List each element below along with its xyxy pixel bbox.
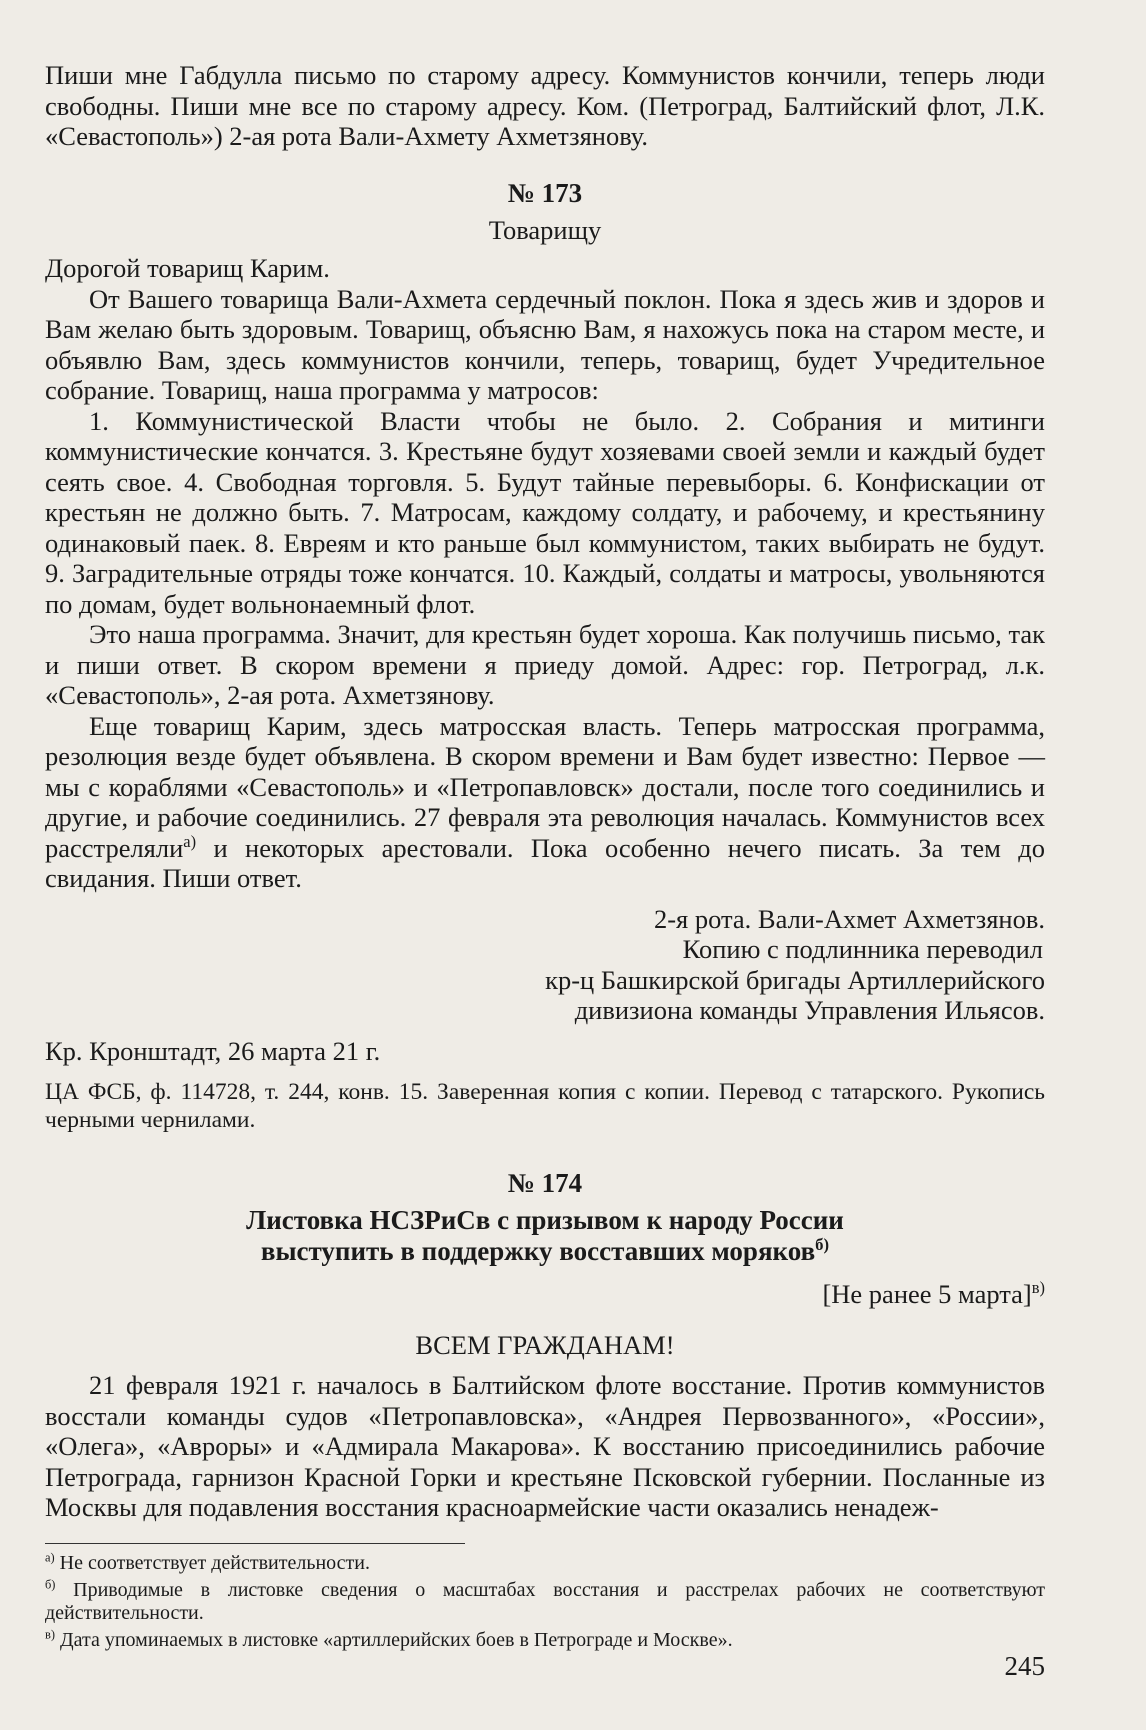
footnote-a [45, 1549, 1045, 1575]
document-title-174-line2-text: выступить в поддержку восставших моряков [260, 1236, 816, 1266]
paragraph-173-4-part2: и некоторых арестовали. Пока особенно нечего писать. За тем до свидания. Пиши ответ. [45, 832, 1045, 893]
footnote-a-mark: а) [45, 1549, 55, 1564]
paragraph-173-2: 1. Коммунистической Власти чтобы не было. 2. Собрания и митинги коммунистические кончатся. 3. Крестьяне будут хозяевами своей земли и каждый будет сеять свое. 4. Свободная торговля. 5. Будут тайные перевыборы. 6. Конфискации от крестьян не должно быть. 7. Матросам, каждому солдату, и рабочему, и крестьянину одинаковый паек. 8. Евреям и кто раньше был коммунистом, таких выбирать не будут. 9. Заградительные отряды тоже кончатся. 10. Каждый, солдаты и матросы, увольняются по домам, будет вольнонаемный флот. [45, 405, 1045, 619]
footnote-a-text: Не соответствует действительности. [59, 1551, 370, 1574]
signature-line-4: дивизиона команды Управления Ильясов. [574, 995, 1045, 1025]
footnote-ref-b: б) [815, 1235, 830, 1254]
footnote-c [45, 1626, 1045, 1652]
footnote-divider [45, 1543, 465, 1544]
signature-line-1: 2-я рота. Вали-Ахмет Ахметзянов. [653, 903, 1045, 934]
document-date-174-text: [Не ранее 5 марта] [822, 1279, 1032, 1309]
place-date: Кр. Кронштадт, 26 марта 21 г. [45, 1035, 381, 1066]
footnote-b [45, 1576, 1046, 1625]
page-number: 245 [1004, 1651, 1045, 1681]
footnote-c-mark: в) [45, 1626, 55, 1641]
paragraph-173-1: От Вашего товарища Вали-Ахмета сердечный поклон. Пока я здесь жив и здоров и Вам желаю быть здоровым. Товарищ, объясню Вам, я нахожусь пока на старом месте, и объявлю Вам, здесь коммунистов кончили, теперь, товарищ, будет Учредительное собрание. Товарищ, наша программа у матросов: [45, 283, 1045, 405]
paragraph-173-4-part1: Еще товарищ Карим, здесь матросская власть. Теперь матросская программа, резолюция везде будет объявлена. В скором времени и Вам будет известно: Первое — мы с кораблями «Севастополь» и «Петропавловск» достали, после того соединились и другие, и рабочие соединились. 27 февраля эта революция началась. Коммунистов всех расстреляли [45, 710, 1045, 863]
footnote-b-text: Приводимые в листовке сведения о масштабах восстания и расстрелах рабочих не соответствуют действительности. [45, 1578, 1046, 1624]
signature-line-3: кр-ц Башкирской бригады Артиллерийского [545, 964, 1045, 995]
footnote-ref-c: в) [1031, 1278, 1045, 1298]
footnote-c-text: Дата упоминаемых в листовке «артиллерийских боев в Петрограде и Москве». [59, 1628, 733, 1651]
letter-continuation: Пиши мне Габдулла письмо по старому адресу. Коммунистов кончили, теперь люди свободны. Пиши мне все по старому адресу. Ком. (Петроград, Балтийский флот, Л.К. «Севастополь») 2-ая рота Вали-Ахмету Ахметзянову. [45, 60, 1045, 151]
footnote-ref-a: а) [183, 831, 197, 851]
signature-line-2: Копию с подлинника переводил [682, 934, 1043, 964]
archive-source: ЦА ФСБ, ф. 114728, т. 244, конв. 15. Заверенная копия с копии. Перевод с татарского. Рукопись черными чернилами. [45, 1079, 1045, 1133]
greeting: Дорогой товарищ Карим. [45, 253, 330, 283]
paragraph-173-4 [45, 711, 1045, 894]
document-number-174: № 174 [507, 1168, 583, 1198]
paragraph-174-1: 21 февраля 1921 г. началось в Балтийском флоте восстание. Против коммунистов восстали команды судов «Петропавловска», «Андрея Первозванного», «России», «Олега», «Авроры» и «Адмирала Макарова». К восстанию присоединились рабочие Петрограда, гарнизон Красной Горки и крестьяне Псковской губернии. Посланные из Москвы для подавления восстания красноармейские части оказались ненадеж- [45, 1370, 1045, 1522]
address-heading: ВСЕМ ГРАЖДАНАМ! [415, 1329, 675, 1360]
paragraph-173-3: Это наша программа. Значит, для крестьян будет хороша. Как получишь письмо, так и пиши ответ. В скором времени я приеду домой. Адрес: гор. Петроград, л.к. «Севастополь», 2-ая рота. Ахметзянову. [45, 619, 1045, 710]
document-title-173: Товарищу [488, 214, 602, 245]
document-title-174-line1: Листовка НСЗРиСв с призывом к народу России [246, 1205, 844, 1235]
document-date-174 [45, 1279, 1045, 1310]
document-number-173: № 173 [507, 177, 583, 208]
document-title-174-line2 [45, 1236, 1045, 1267]
footnote-b-mark: б) [45, 1576, 56, 1591]
